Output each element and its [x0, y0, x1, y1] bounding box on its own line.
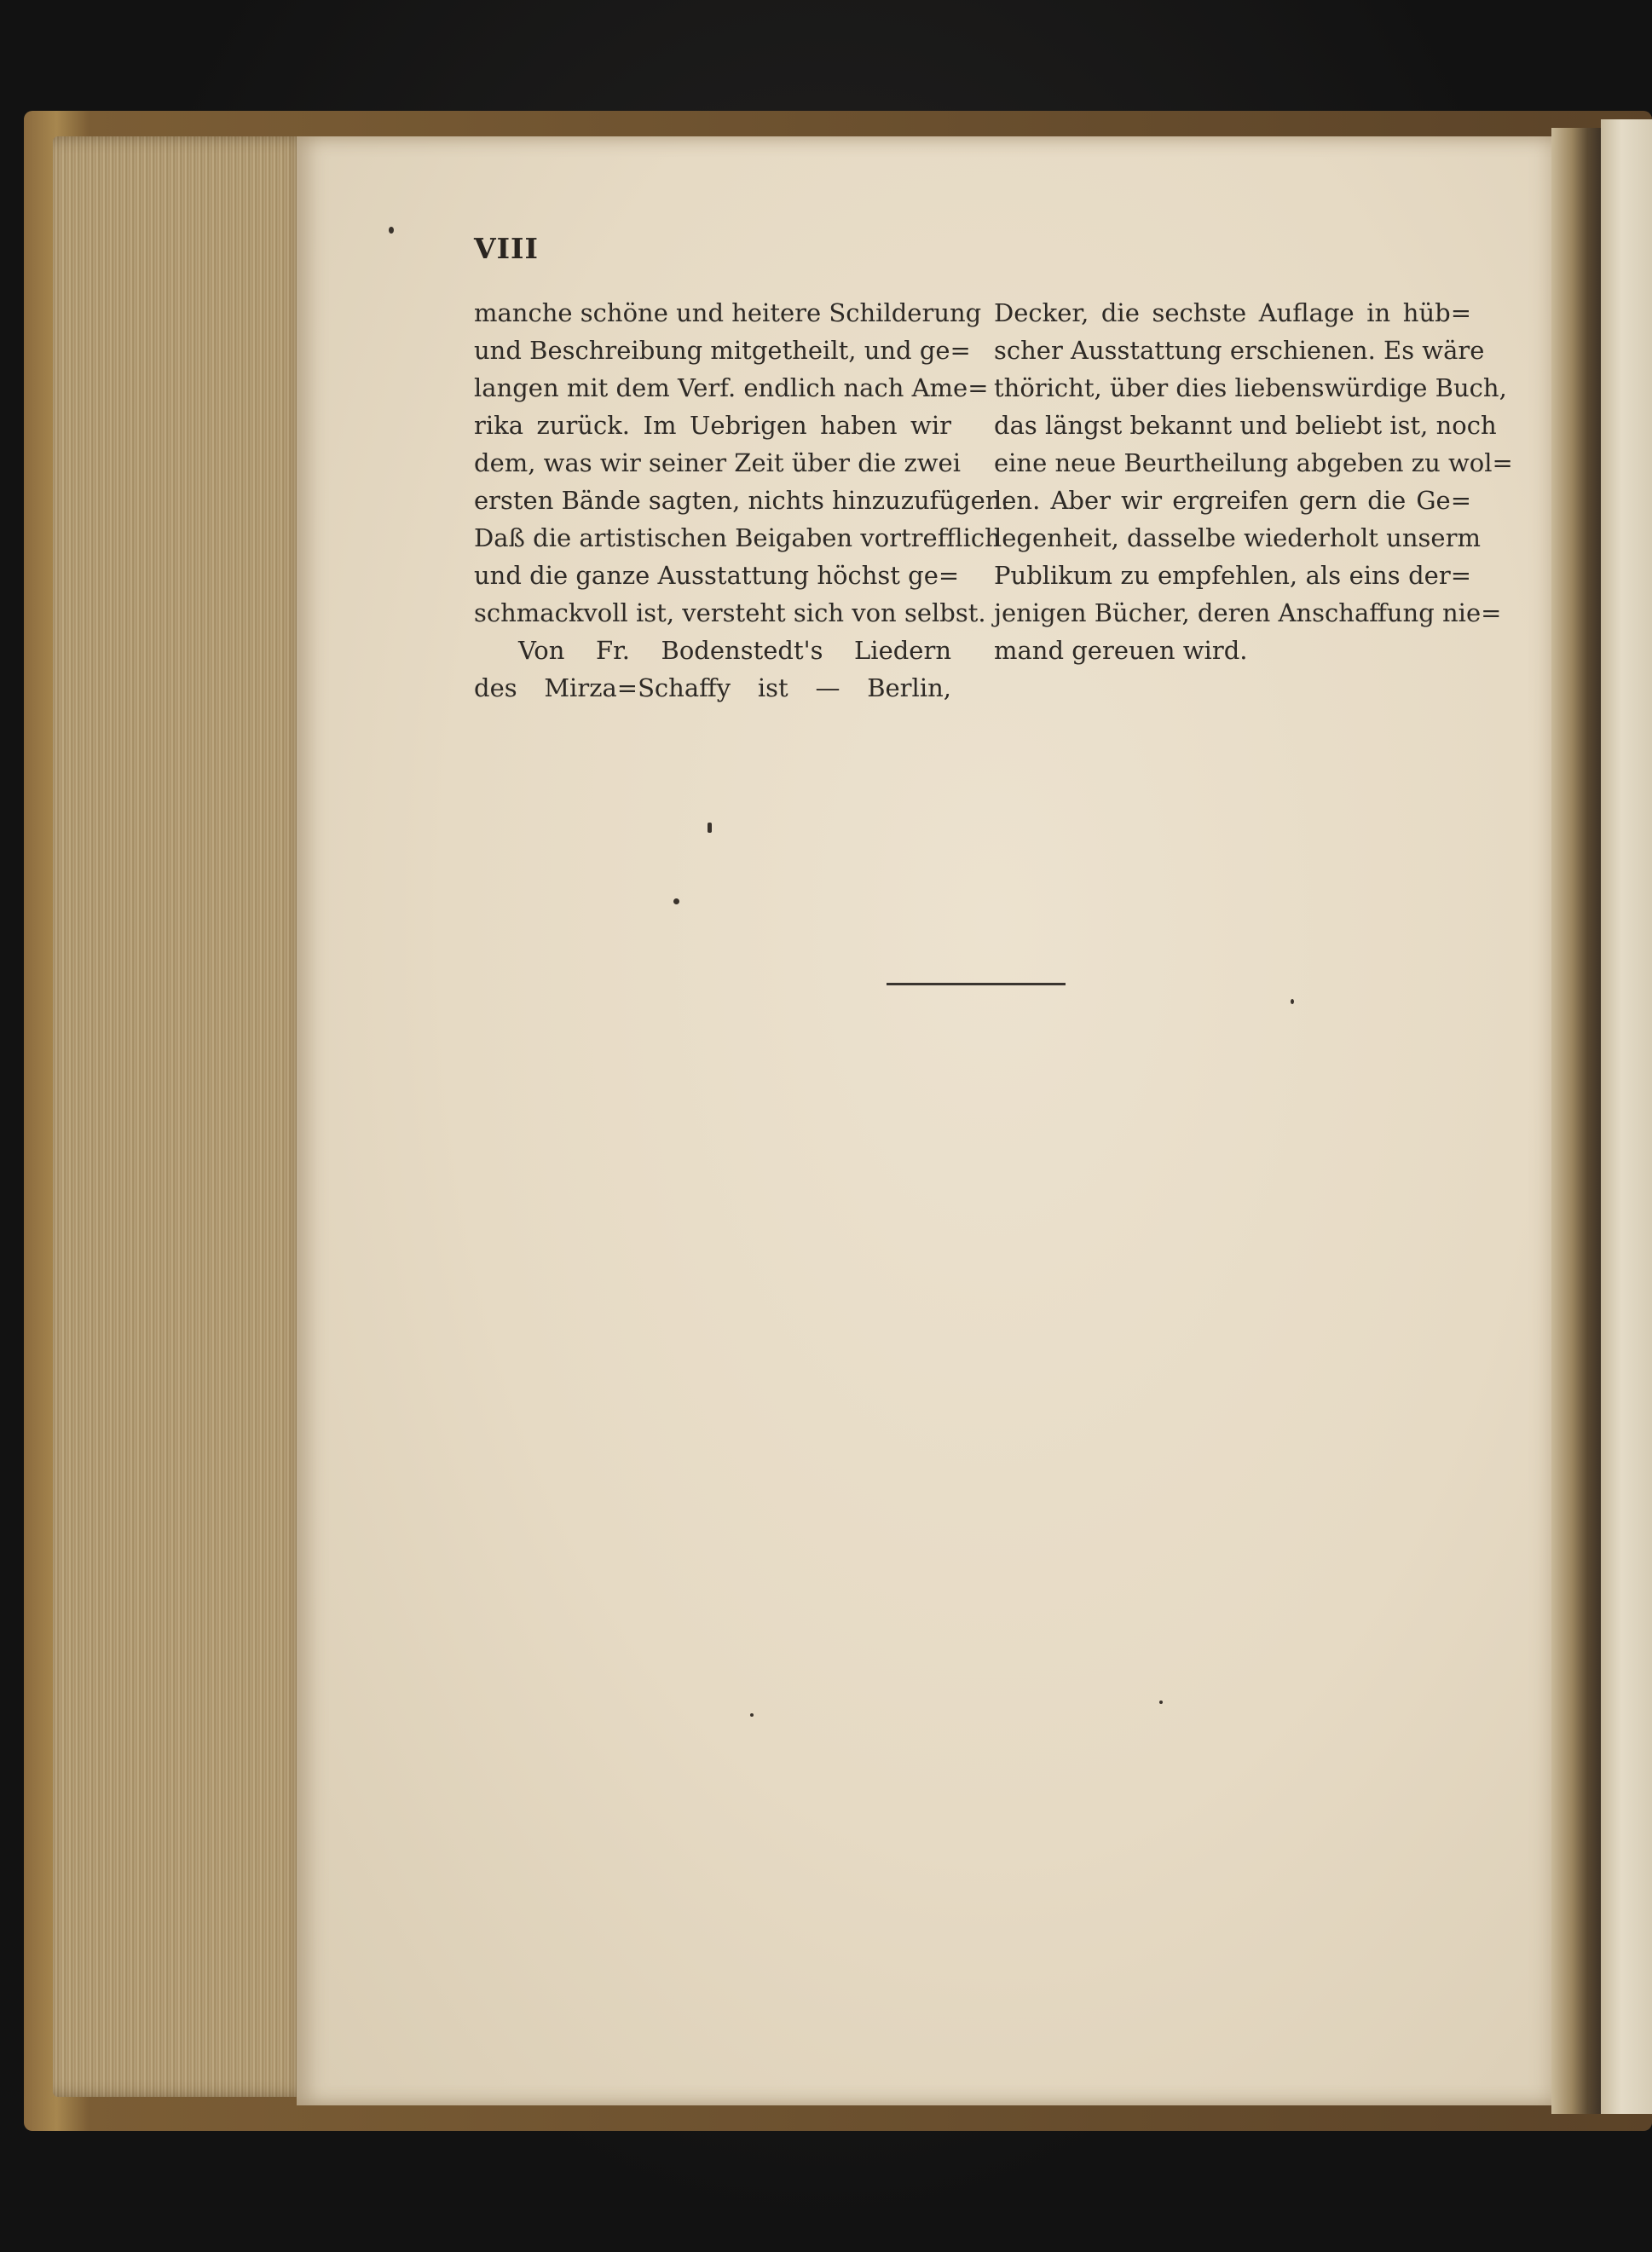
text-line: ersten Bände sagten, nichts hinzuzufügen. [474, 486, 1009, 515]
book-gutter [1551, 128, 1603, 2114]
text-line: legenheit, dasselbe wiederholt unserm [994, 523, 1481, 552]
text-line: thöricht, über dies liebenswürdige Buch, [994, 373, 1507, 402]
text-line: Publikum zu empfehlen, als eins der= [994, 561, 1471, 590]
text-line: mand gereuen wird. [994, 636, 1248, 665]
text-line: schmackvoll ist, versteht sich von selbst. [474, 598, 986, 627]
ink-speck [750, 1713, 754, 1717]
ink-speck [1291, 999, 1294, 1004]
page-number: VIII [474, 232, 539, 265]
text-line: Daß die artistischen Beigaben vortrefflich [474, 523, 1001, 552]
text-line: jenigen Bücher, deren Anschaffung nie= [994, 598, 1502, 627]
text-line: das längst bekannt und beliebt ist, noch [994, 411, 1497, 440]
text-line: langen mit dem Verf. endlich nach Ame= [474, 373, 989, 402]
text-line: rika zurück. Im Uebrigen haben wir [474, 411, 951, 440]
ink-speck [1159, 1701, 1163, 1704]
section-divider-rule [887, 983, 1066, 985]
text-line: Decker, die sechste Auflage in hüb= [994, 298, 1471, 327]
left-text-column [474, 294, 1009, 707]
text-line: Von Fr. Bodenstedt's Liedern [518, 636, 951, 665]
page-edges [53, 136, 309, 2097]
ink-speck [389, 227, 394, 234]
text-line: len. Aber wir ergreifen gern die Ge= [994, 486, 1471, 515]
right-text-column [994, 294, 1513, 669]
text-line: und Beschreibung mitgetheilt, und ge= [474, 336, 971, 365]
text-line: und die ganze Ausstattung höchst ge= [474, 561, 960, 590]
text-line: scher Ausstattung erschienen. Es wäre [994, 336, 1485, 365]
text-line: manche schöne und heitere Schilderung [474, 298, 982, 327]
text-line: eine neue Beurtheilung abgeben zu wol= [994, 448, 1513, 477]
text-line: des Mirza=Schaffy ist — Berlin, [474, 673, 951, 702]
ink-speck [708, 823, 712, 833]
facing-page-edge [1601, 119, 1652, 2114]
ink-speck [673, 898, 679, 904]
text-line: dem, was wir seiner Zeit über die zwei [474, 448, 961, 477]
